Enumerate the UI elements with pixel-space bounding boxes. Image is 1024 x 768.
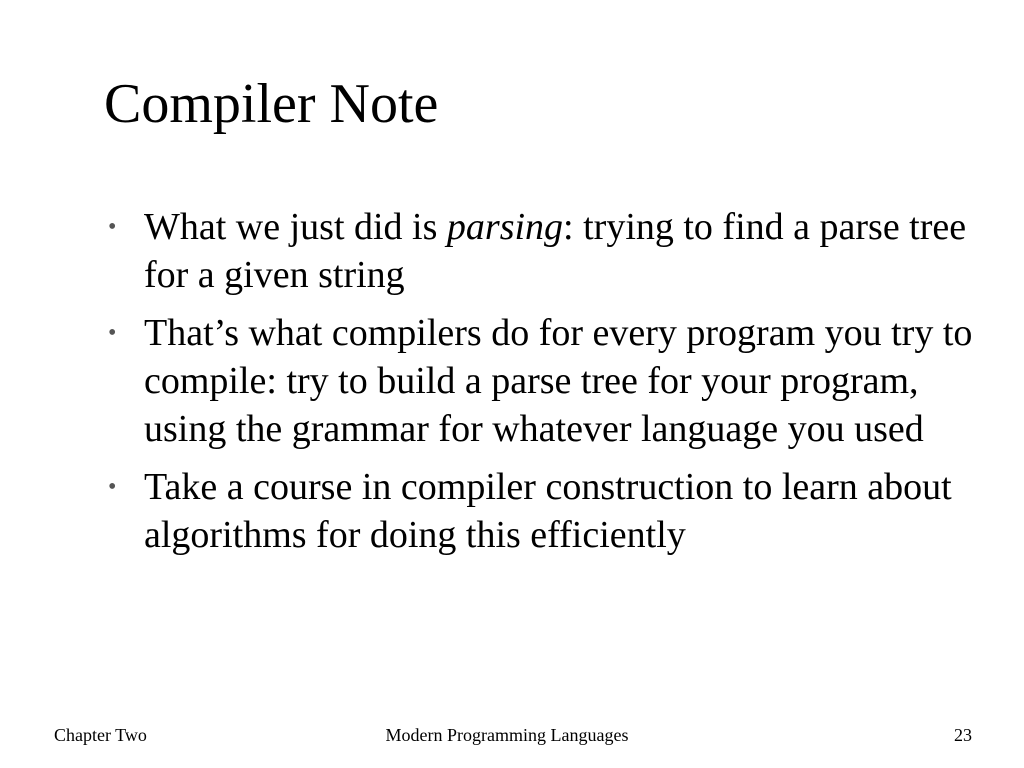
bullet-text: Take a course in compiler construction to learn about algorithms for doing this efficiently — [144, 466, 952, 556]
footer-course-title: Modern Programming Languages — [385, 725, 629, 745]
bullet-dot-icon: • — [108, 214, 117, 240]
footer-chapter: Chapter Two — [54, 725, 147, 745]
bullet-text: That’s what compilers do for every program you try to compile: try to build a parse tree for your program, using the grammar for whatever language you used — [144, 312, 973, 450]
bullet-dot-icon: • — [108, 474, 117, 500]
bullet-item — [104, 203, 974, 299]
bullet-dot-icon: • — [108, 320, 117, 346]
footer-page-number: 23 — [954, 725, 972, 745]
bullet-list — [104, 203, 974, 569]
bullet-item — [104, 463, 974, 559]
bullet-text-before: What we just did is — [144, 206, 447, 248]
bullet-item — [104, 309, 974, 453]
slide-title: Compiler Note — [104, 73, 439, 135]
bullet-text-emphasis: parsing — [446, 206, 564, 248]
bullet-text-after: : trying to find a parse tree for a given string — [144, 206, 967, 296]
bullet-text — [144, 206, 966, 296]
